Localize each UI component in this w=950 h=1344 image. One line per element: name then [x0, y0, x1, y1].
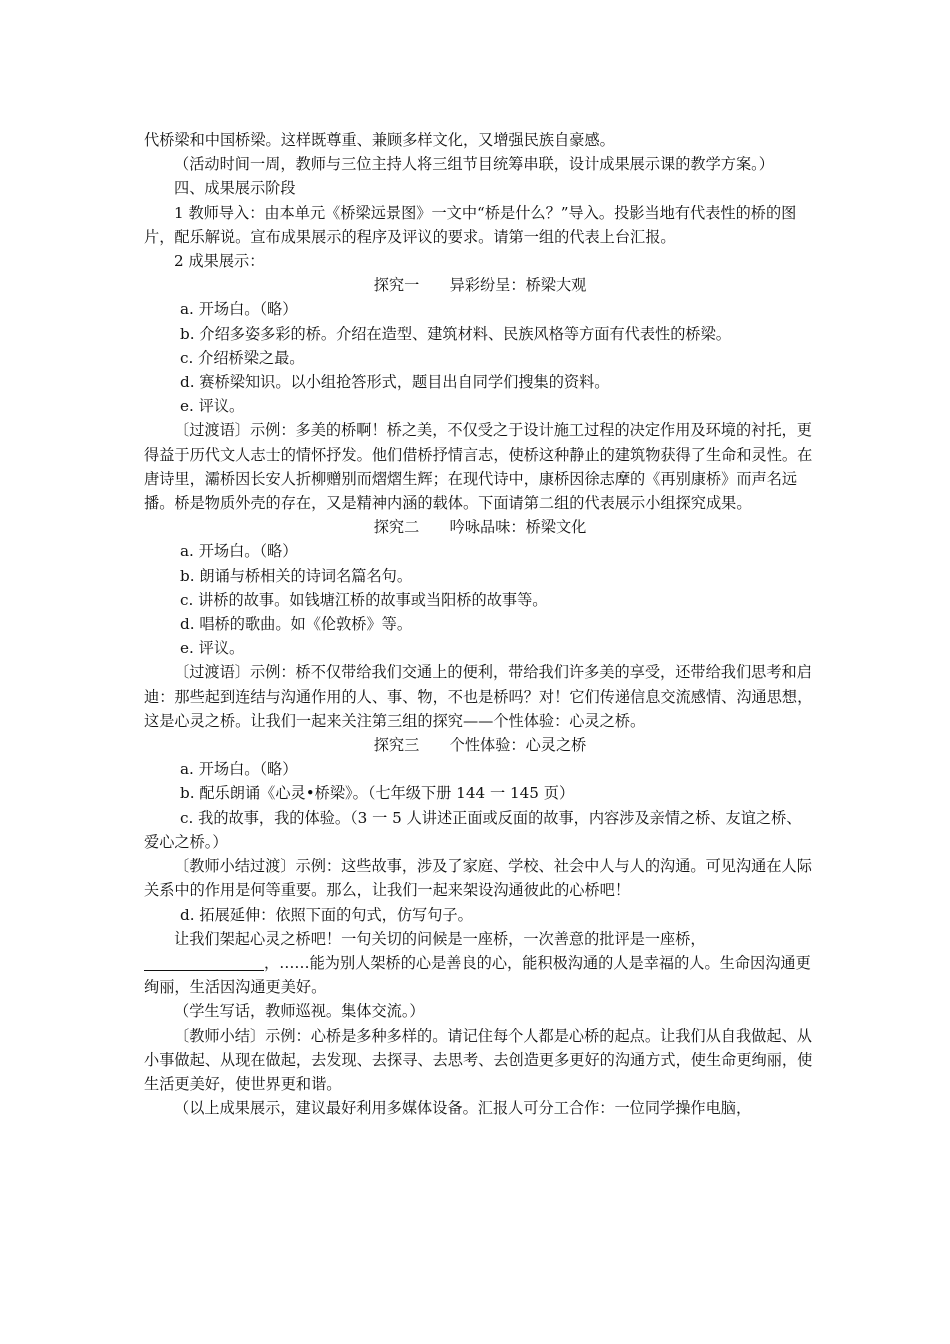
teacher-summary-transition: 〔教师小结过渡〕示例：这些故事，涉及了家庭、学校、社会中人与人的沟通。可见沟通在人际关系中的作用是何等重要。那么，让我们一起来架设沟通彼此的心桥吧！ [144, 857, 812, 900]
section-heading-4: 四、成果展示阶段 [174, 179, 296, 198]
exploration-2-item-e: e. 评议。 [180, 639, 245, 658]
exploration-2-item-c: c. 讲桥的故事。如钱塘江桥的故事或当阳桥的故事等。 [180, 590, 548, 609]
transition-paragraph-2: 〔过渡语〕示例：桥不仅带给我们交通上的便利，带给我们许多美的享受，还带给我们思考和启迪：那些起到连结与沟通作用的人、事、物，不也是桥吗？对！它们传递信息交流感情、沟通思想，这是心灵之桥。让我们一起来关注第三组的探究——个性体验：心灵之桥。 [144, 663, 813, 730]
exploration-3-item-a: a. 开场白。（略） [180, 760, 298, 779]
exploration-2-item-d: d. 唱桥的歌曲。如《伦敦桥》等。 [180, 615, 413, 634]
exploration-1-item-b: b. 介绍多姿多彩的桥。介绍在造型、建筑材料、民族风格等方面有代表性的桥梁。 [180, 324, 731, 343]
activity-time-note: （活动时间一周，教师与三位主持人将三组节目统筹串联，设计成果展示课的教学方案。） [174, 155, 774, 174]
paragraph-continuation: 代桥梁和中国桥梁。这样既尊重、兼顾多样文化，又增强民族自豪感。 [144, 131, 615, 149]
exploration-1-item-a: a. 开场白。（略） [180, 300, 298, 319]
closing-note: （以上成果展示，建议最好利用多媒体设备。汇报人可分工合作：一位同学操作电脑， [174, 1099, 752, 1118]
fill-in-blank [144, 954, 264, 971]
exercise-paragraph [144, 927, 816, 1000]
exercise-text-start: 让我们架起心灵之桥吧！一句关切的问候是一座桥，一次善意的批评是一座桥， [174, 929, 706, 948]
exercise-text-end: ，……能为别人架桥的心是善良的心，能积极沟通的人是幸福的人。生命因沟通更绚丽，生活因沟通更美好。 [144, 953, 811, 997]
exploration-1-title: 探究一 异彩纷呈：桥梁大观 [373, 276, 587, 295]
exploration-3-title: 探究三 个性体验：心灵之桥 [373, 736, 587, 755]
exploration-1-item-c: c. 介绍桥梁之最。 [180, 348, 305, 367]
teacher-summary: 〔教师小结〕示例：心桥是多种多样的。请记住每个人都是心桥的起点。让我们从自我做起、从小事做起、从现在做起，去发现、去探寻、去思考、去创造更多更好的沟通方式，使生命更绚丽，使生活更美好，使世界更和谐。 [144, 1026, 813, 1093]
teacher-intro-paragraph: 1 教师导入：由本单元《桥梁远景图》一文中“桥是什么？”导入。投影当地有代表性的桥的图片，配乐解说。宣布成果展示的程序及评议的要求。请第一组的代表上台汇报。 [144, 203, 797, 246]
exploration-2-title: 探究二 吟咏品味：桥梁文化 [373, 518, 587, 537]
exploration-2-item-a: a. 开场白。（略） [180, 542, 298, 561]
student-writing-note: （学生写话，教师巡视。集体交流。） [174, 1002, 425, 1021]
document-page [144, 128, 816, 1120]
exploration-1-item-e: e. 评议。 [180, 397, 245, 416]
exploration-3-item-b: b. 配乐朗诵《心灵•桥梁》。（七年级下册 144 一 145 页） [180, 784, 575, 803]
exploration-3-item-d: d. 拓展延伸：依照下面的句式，仿写句子。 [180, 905, 473, 924]
results-display-label: 2 成果展示： [174, 252, 265, 271]
exploration-2-item-b: b. 朗诵与桥相关的诗词名篇名句。 [180, 566, 413, 585]
transition-paragraph-1: 〔过渡语〕示例：多美的桥啊！桥之美，不仅受之于设计施工过程的决定作用及环境的衬托，更得益于历代文人志士的情怀抒发。他们借桥抒情言志，使桥这种静止的建筑物获得了生命和灵性。在唐诗里，灞桥因长安人折柳赠别而熠熠生辉；在现代诗中，康桥因徐志摩的《再别康桥》而声名远播。桥是物质外壳的存在，又是精神内涵的载体。下面请第二组的代表展示小组探究成果。 [144, 421, 813, 513]
exploration-3-item-c: c. 我的故事，我的体验。（3 一 5 人讲述正面或反面的故事，内容涉及亲情之桥、友谊之桥、爱心之桥。） [144, 808, 802, 851]
exploration-1-item-d: d. 赛桥梁知识。以小组抢答形式，题目出自同学们搜集的资料。 [180, 373, 610, 392]
